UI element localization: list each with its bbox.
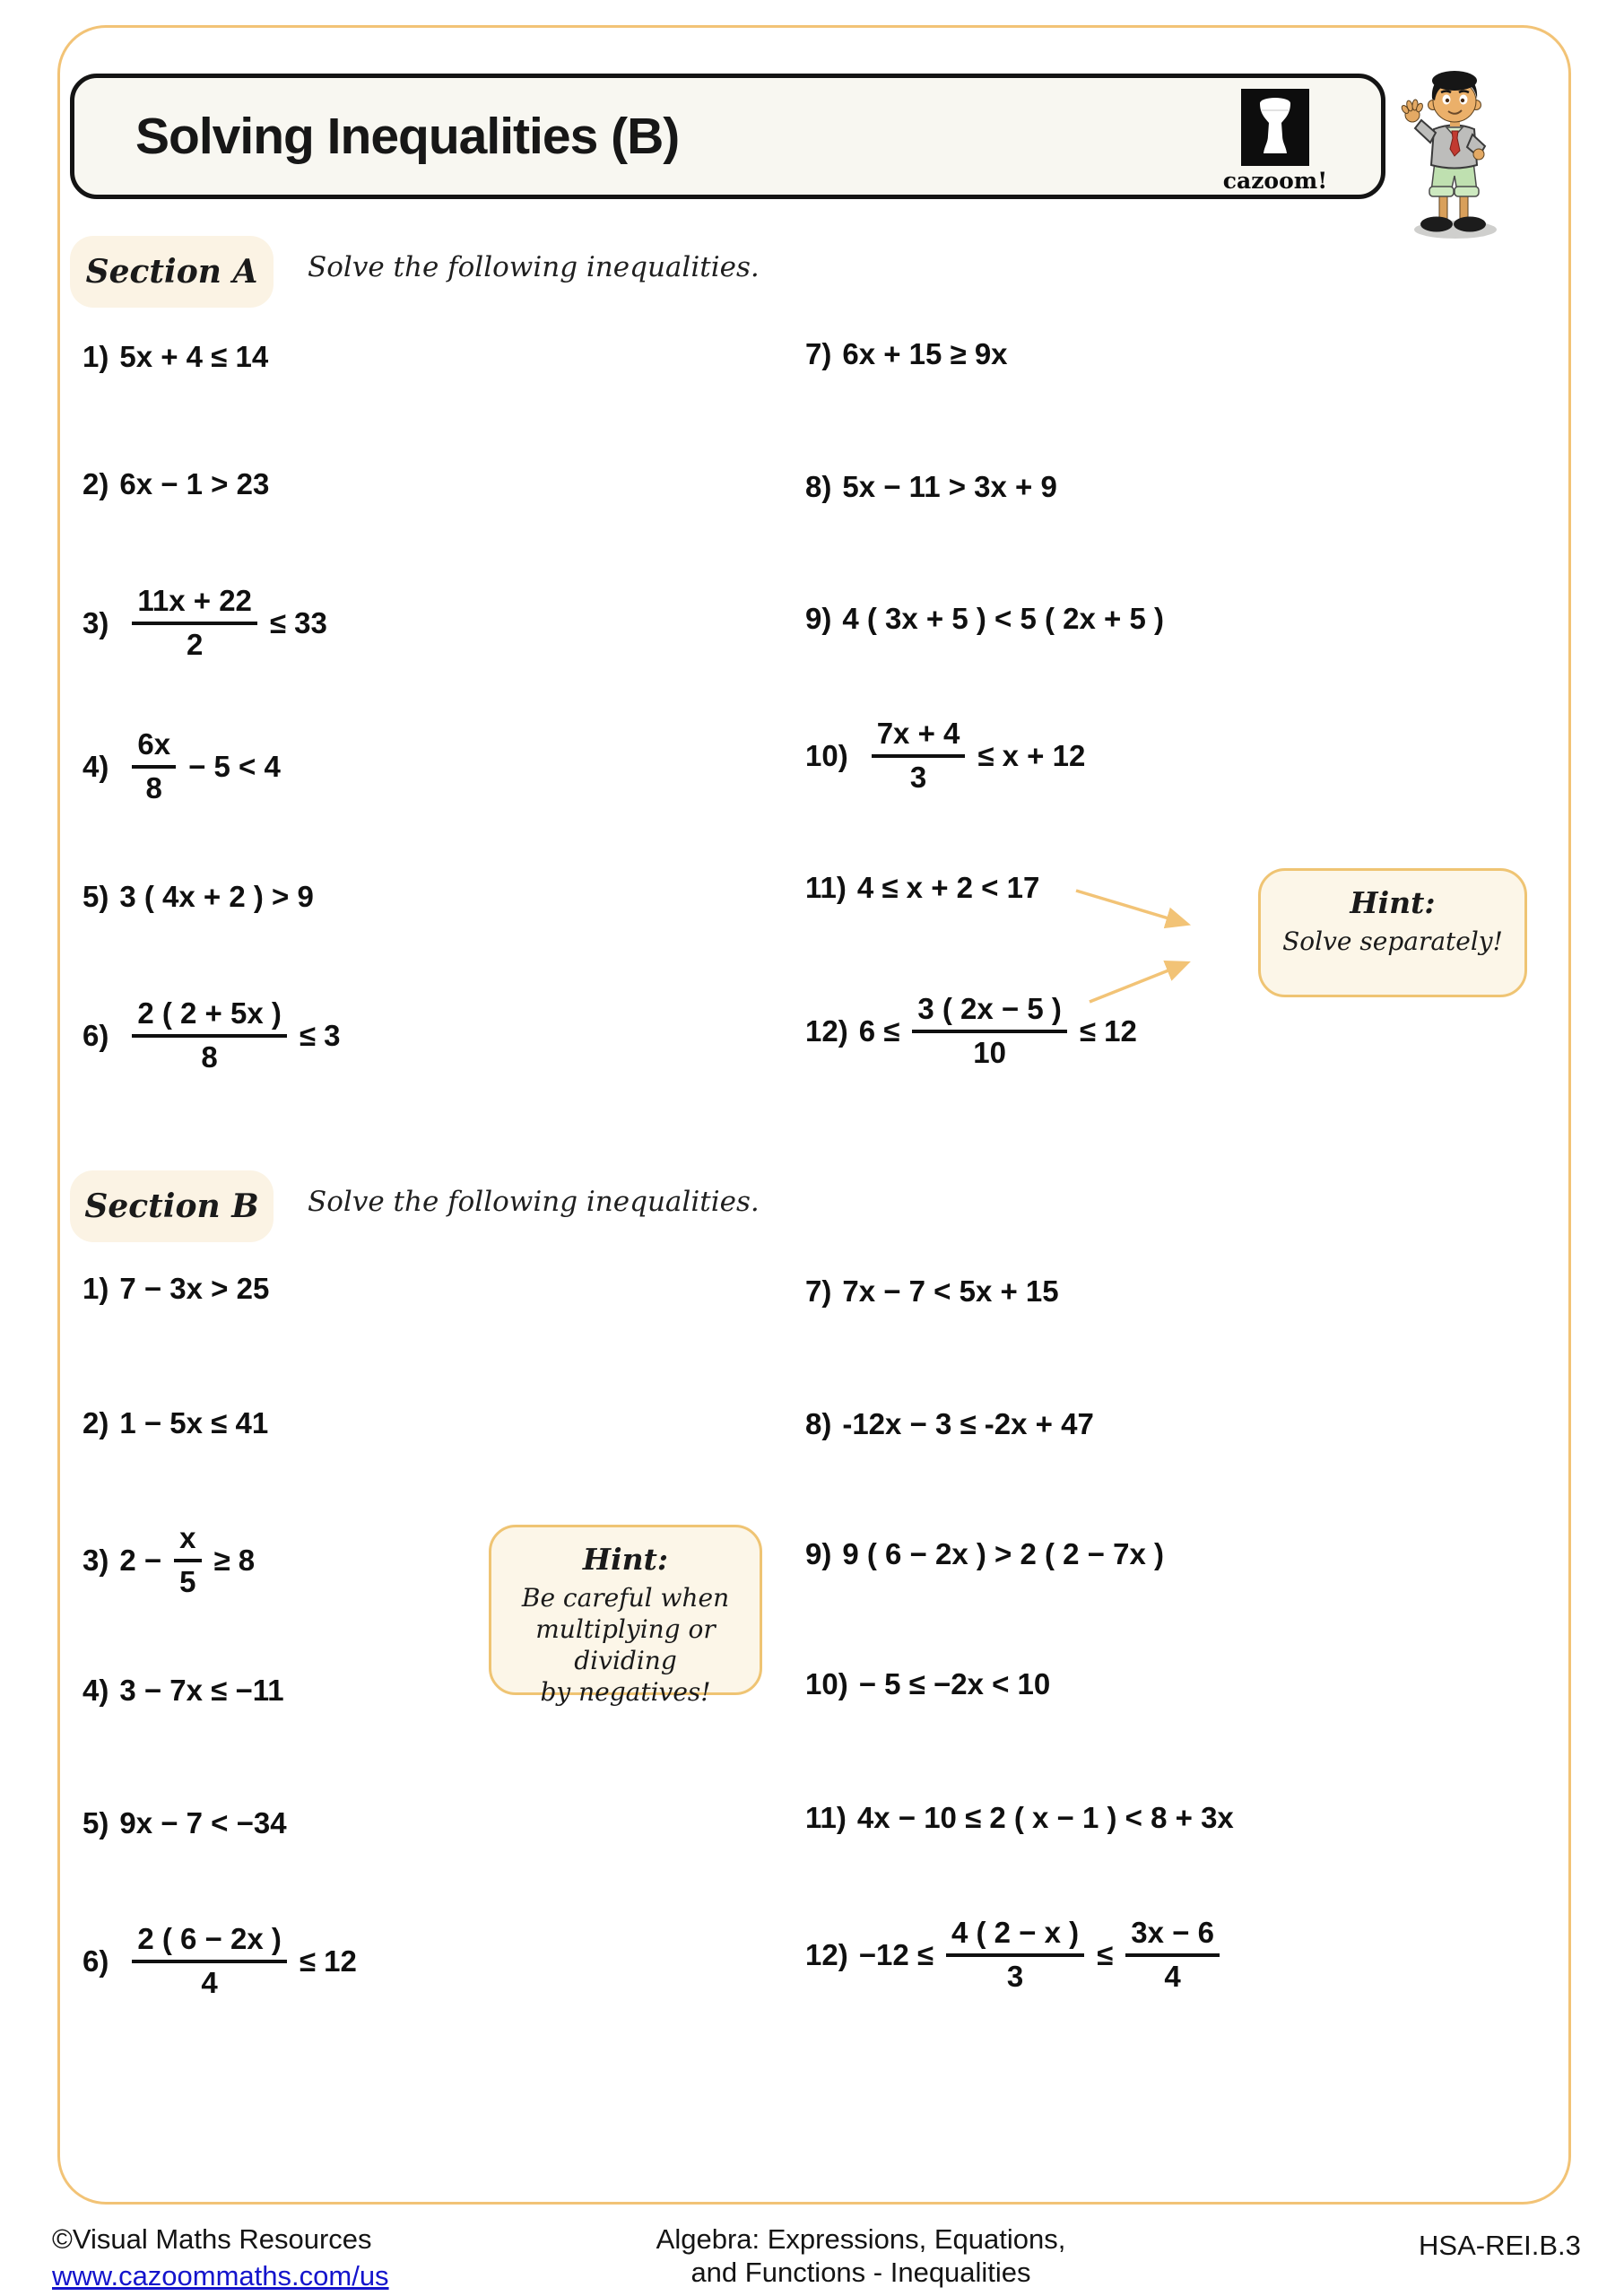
expression-text: 3 − 7x ≤ −11 xyxy=(119,1674,284,1707)
footer-topic-line1: Algebra: Expressions, Equations, xyxy=(656,2223,1066,2255)
fraction-denominator: 10 xyxy=(912,1030,1067,1069)
fraction xyxy=(132,1924,287,1998)
expression-text: ≤ 12 xyxy=(299,1944,357,1978)
expression-text: 6x − 1 > 23 xyxy=(119,467,270,500)
section-b-label-text: Section B xyxy=(84,1187,259,1225)
section-b-label xyxy=(70,1170,274,1242)
problem-b5 xyxy=(83,1805,287,1841)
expression-text: 2 − xyxy=(119,1544,162,1577)
problem-b1 xyxy=(83,1271,269,1307)
expression-text: 7x − 7 < 5x + 15 xyxy=(842,1274,1059,1308)
problem-a9 xyxy=(805,601,1164,637)
fraction-numerator: 2 ( 6 − 2x ) xyxy=(137,1922,282,1956)
fraction-numerator: 6x xyxy=(137,727,171,761)
problem-number: 1) xyxy=(83,1272,109,1305)
expression-text: 6x + 15 ≥ 9x xyxy=(842,337,1008,370)
expression-text: 1 − 5x ≤ 41 xyxy=(119,1406,269,1439)
expression-text: 7 − 3x > 25 xyxy=(119,1272,270,1305)
problem-number: 3) xyxy=(83,606,109,639)
problem-number: 5) xyxy=(83,880,109,913)
expression-text: ≥ 8 xyxy=(213,1544,256,1577)
problem-number: 1) xyxy=(83,340,109,373)
fraction-numerator: 3x − 6 xyxy=(1131,1916,1214,1950)
footer-standard-code: HSA-REI.B.3 xyxy=(1419,2230,1581,2261)
problem-a1 xyxy=(83,339,268,375)
expression-text: 4 ≤ x + 2 < 17 xyxy=(856,871,1040,904)
fraction-denominator: 4 xyxy=(132,1960,287,1999)
fraction-denominator: 5 xyxy=(174,1559,201,1598)
expression-text: ≤ 12 xyxy=(1079,1014,1137,1048)
hint-a-text xyxy=(1261,926,1524,957)
problem-b12 xyxy=(805,1902,1232,2008)
problem-number: 7) xyxy=(805,1274,832,1308)
hint-box-a xyxy=(1258,868,1527,997)
hint-text-line: Be careful when xyxy=(521,1583,730,1613)
problem-b4 xyxy=(83,1673,284,1709)
problem-a5 xyxy=(83,879,314,915)
hint-text-line: by negatives! xyxy=(540,1677,711,1707)
fraction-numerator: x xyxy=(179,1521,196,1555)
fraction xyxy=(912,994,1067,1068)
expression-text: ≤ 3 xyxy=(299,1019,341,1052)
problem-b9 xyxy=(805,1536,1164,1572)
hint-b-title: Hint: xyxy=(582,1542,669,1577)
section-a-label xyxy=(70,236,274,308)
problem-b10 xyxy=(805,1666,1050,1702)
problem-a6 xyxy=(83,983,341,1089)
fraction xyxy=(132,586,257,660)
fraction-numerator: 7x + 4 xyxy=(876,717,960,751)
cazoom-logo xyxy=(1216,89,1334,194)
problem-number: 2) xyxy=(83,1406,109,1439)
expression-text: 5x − 11 > 3x + 9 xyxy=(842,470,1057,503)
problem-number: 3) xyxy=(83,1544,109,1577)
expression-text: ≤ x + 12 xyxy=(977,739,1086,772)
footer-topic-line2: and Functions - Inequalities xyxy=(690,2257,1031,2289)
problem-number: 5) xyxy=(83,1806,109,1839)
problem-number: 4) xyxy=(83,750,109,783)
expression-text: − 5 < 4 xyxy=(188,750,281,783)
drum-icon xyxy=(1241,89,1309,166)
problem-number: 10) xyxy=(805,739,848,772)
fraction xyxy=(872,718,966,793)
footer-left xyxy=(52,2222,389,2292)
problem-b8 xyxy=(805,1406,1094,1442)
fraction-denominator: 3 xyxy=(946,1953,1084,1993)
fraction-numerator: 2 ( 2 + 5x ) xyxy=(137,996,282,1031)
problem-b6 xyxy=(83,1909,357,2014)
problem-number: 6) xyxy=(83,1944,109,1978)
expression-text: 4 ( 3x + 5 ) < 5 ( 2x + 5 ) xyxy=(842,602,1164,635)
problem-number: 12) xyxy=(805,1014,848,1048)
section-b-instruction: Solve the following inequalities. xyxy=(308,1186,760,1218)
expression-text: − 5 ≤ −2x < 10 xyxy=(858,1667,1051,1700)
fraction-denominator: 2 xyxy=(132,622,257,661)
fraction-denominator: 3 xyxy=(872,754,966,794)
cazoom-logo-text: cazoom! xyxy=(1222,168,1328,194)
fraction-numerator: 4 ( 2 − x ) xyxy=(951,1916,1080,1950)
problem-a10 xyxy=(805,703,1085,809)
hint-box-b xyxy=(489,1525,762,1707)
problem-number: 6) xyxy=(83,1019,109,1052)
problem-a2 xyxy=(83,466,269,502)
expression-text: ≤ 33 xyxy=(269,606,327,639)
expression-text: −12 ≤ xyxy=(858,1938,934,1971)
fraction xyxy=(132,998,287,1073)
hint-text-line: Solve separately! xyxy=(1282,926,1503,956)
problem-number: 9) xyxy=(805,1537,832,1570)
problem-a11 xyxy=(805,870,1039,906)
footer-url-link[interactable]: www.cazoommaths.com/us xyxy=(52,2260,389,2292)
hint-b-text xyxy=(491,1582,760,1708)
expression-text: 9 ( 6 − 2x ) > 2 ( 2 − 7x ) xyxy=(842,1537,1164,1570)
problem-b11 xyxy=(805,1800,1234,1836)
hint-text-line: multiplying or dividing xyxy=(535,1614,716,1675)
expression-text: 9x − 7 < −34 xyxy=(119,1806,287,1839)
page-title: Solving Inequalities (B) xyxy=(135,108,680,165)
footer-copyright: ©Visual Maths Resources xyxy=(52,2223,372,2255)
hint-a-title: Hint: xyxy=(1350,885,1436,920)
expression-text: 4x − 10 ≤ 2 ( x − 1 ) < 8 + 3x xyxy=(856,1801,1234,1834)
schoolboy-illustration xyxy=(1385,63,1511,242)
problem-a3 xyxy=(83,570,327,676)
expression-text: 6 ≤ xyxy=(858,1014,900,1048)
hint-arrow-icon xyxy=(1063,870,1206,1013)
fraction xyxy=(132,729,176,804)
fraction-denominator: 8 xyxy=(132,1034,287,1074)
fraction-denominator: 4 xyxy=(1125,1953,1220,1993)
problem-number: 7) xyxy=(805,337,832,370)
problem-a4 xyxy=(83,714,281,820)
problem-number: 11) xyxy=(805,871,847,904)
fraction xyxy=(946,1918,1084,1992)
problem-number: 12) xyxy=(805,1938,848,1971)
problem-a8 xyxy=(805,469,1057,505)
problem-number: 10) xyxy=(805,1667,848,1700)
fraction-numerator: 11x + 22 xyxy=(137,584,252,618)
problem-number: 8) xyxy=(805,1407,832,1440)
problem-number: 2) xyxy=(83,467,109,500)
problem-number: 9) xyxy=(805,602,832,635)
fraction xyxy=(1125,1918,1220,1992)
problem-b3 xyxy=(83,1508,255,1613)
problem-number: 4) xyxy=(83,1674,109,1707)
title-box xyxy=(70,74,1385,199)
problem-b7 xyxy=(805,1274,1059,1309)
expression-text: -12x − 3 ≤ -2x + 47 xyxy=(842,1407,1094,1440)
section-a-label-text: Section A xyxy=(85,253,258,291)
section-a-instruction: Solve the following inequalities. xyxy=(308,251,760,283)
fraction-denominator: 8 xyxy=(132,765,176,804)
problem-b2 xyxy=(83,1405,268,1441)
problem-number: 11) xyxy=(805,1801,847,1834)
expression-text: 5x + 4 ≤ 14 xyxy=(119,340,269,373)
expression-text: ≤ xyxy=(1097,1938,1114,1971)
fraction-numerator: 3 ( 2x − 5 ) xyxy=(917,992,1062,1026)
problem-a7 xyxy=(805,336,1008,372)
expression-text: 3 ( 4x + 2 ) > 9 xyxy=(119,880,314,913)
footer-topic xyxy=(637,2222,1085,2289)
problem-number: 8) xyxy=(805,470,832,503)
fraction xyxy=(174,1523,201,1597)
